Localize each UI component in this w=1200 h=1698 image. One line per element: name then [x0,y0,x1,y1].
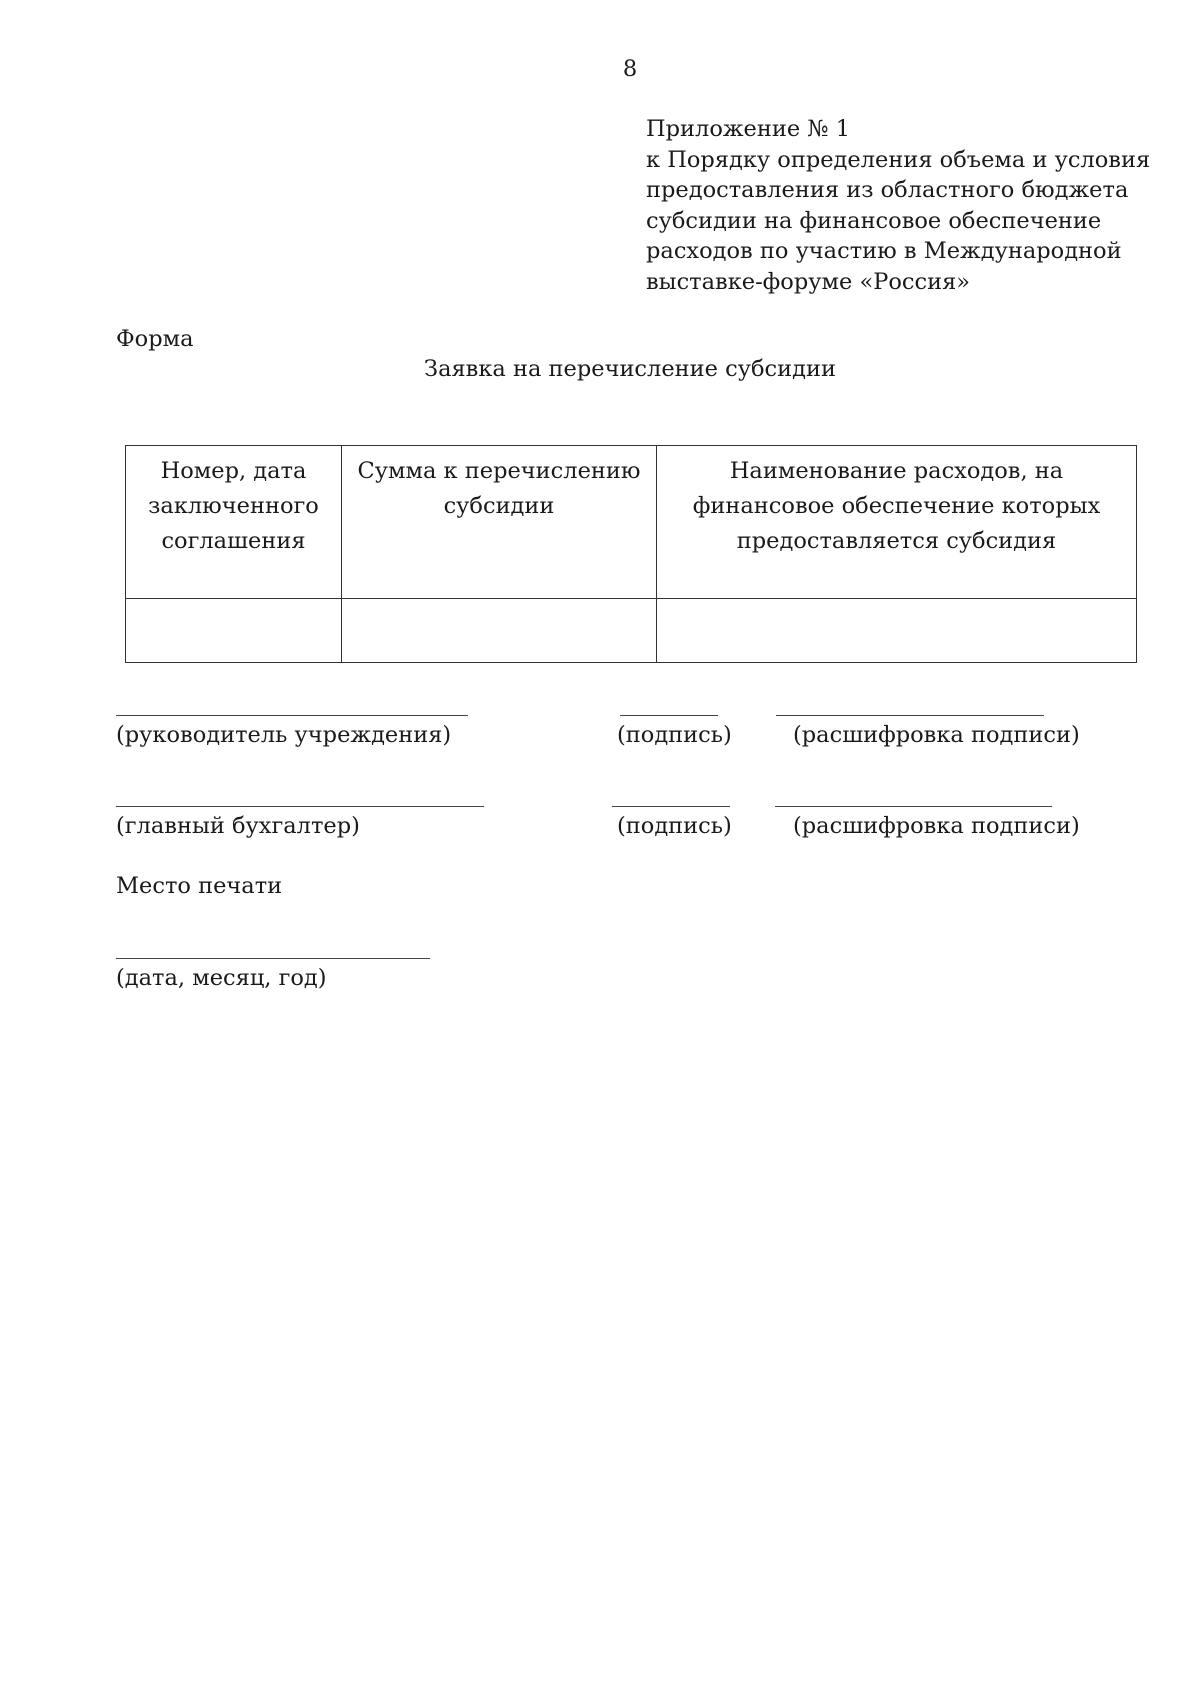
stamp-place: Место печати [116,873,283,899]
appendix-line: выставке-форуме «Россия» [646,268,971,295]
accountant-role-line[interactable] [116,806,484,807]
table-cell-agreement[interactable] [126,599,342,663]
table-cell-amount[interactable] [342,599,657,663]
accountant-role-caption: (главный бухгалтер) [116,813,360,839]
appendix-line: предоставления из областного бюджета [646,177,1129,203]
head-role-line[interactable] [116,715,468,716]
header-subsidy-amount: Сумма к перечислению субсидии [342,446,657,599]
appendix-line: к Порядку определения объема и условия [646,146,1151,173]
appendix-line: расходов по участию в Международной [646,238,1122,264]
table-header-row [126,446,1137,599]
head-decoding-caption: (расшифровка подписи) [793,722,1080,748]
head-role-caption: (руководитель учреждения) [116,722,452,748]
appendix-line: субсидии на финансовое обеспечение [646,207,1102,234]
request-table [125,445,1137,663]
date-line[interactable] [116,958,430,959]
document-title: Заявка на перечисление субсидии [424,356,836,382]
table-row [126,599,1137,663]
date-caption: (дата, месяц, год) [116,965,327,991]
header-agreement-number-date: Номер, дата заключенного соглашения [126,446,342,599]
head-signature-line[interactable] [620,715,718,716]
head-decoding-line[interactable] [776,715,1044,716]
page-number: 8 [622,56,638,82]
head-signature-caption: (подпись) [617,722,732,748]
appendix-line: Приложение № 1 [646,116,851,142]
accountant-signature-caption: (подпись) [617,813,732,839]
appendix-reference [646,114,1150,297]
form-label: Форма [116,326,194,352]
accountant-decoding-line[interactable] [775,806,1052,807]
table-cell-expense[interactable] [657,599,1137,663]
accountant-decoding-caption: (расшифровка подписи) [793,813,1080,839]
header-expense-name: Наименование расходов, на финансовое обеспечение которых предоставляется субсидия [657,446,1137,599]
accountant-signature-line[interactable] [612,806,730,807]
